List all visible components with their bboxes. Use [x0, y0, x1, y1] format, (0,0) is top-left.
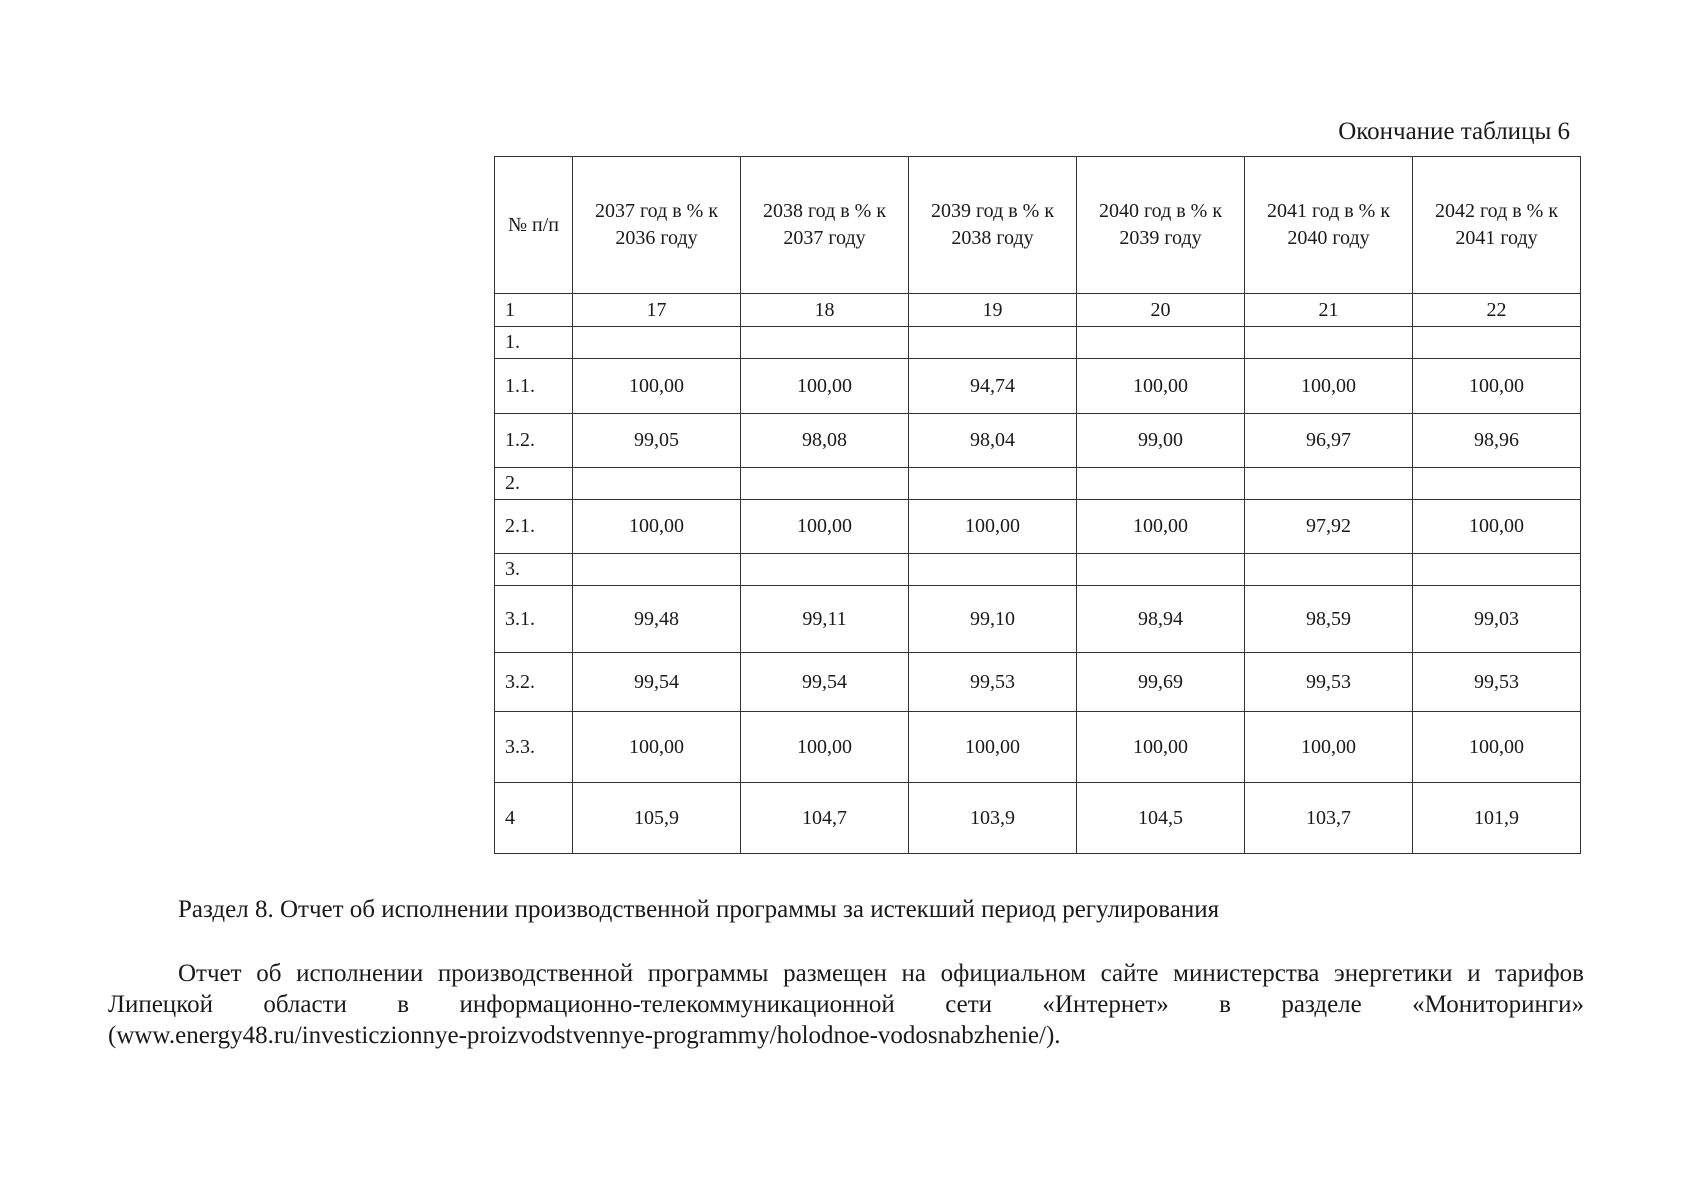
row-number-cell: 1.1. — [495, 359, 573, 414]
value-cell — [909, 327, 1077, 359]
section-heading: Раздел 8. Отчет об исполнении производственной программы за истекший период регулирования — [178, 896, 1220, 923]
index-cell: 21 — [1245, 294, 1413, 327]
index-cell: 22 — [1413, 294, 1581, 327]
row-number-cell: 3.1. — [495, 586, 573, 653]
table-row — [495, 653, 1581, 712]
value-cell — [573, 468, 741, 500]
value-cell: 100,00 — [1245, 712, 1413, 783]
row-number-cell: 1. — [495, 327, 573, 359]
header-cell-number: № п/п — [495, 157, 573, 294]
value-cell: 101,9 — [1413, 783, 1581, 854]
value-cell: 99,48 — [573, 586, 741, 653]
header-cell-2041: 2041 год в % к 2040 году — [1245, 157, 1413, 294]
column-index-row — [495, 294, 1581, 327]
value-cell: 104,7 — [741, 783, 909, 854]
table-row — [495, 500, 1581, 554]
index-cell: 19 — [909, 294, 1077, 327]
value-cell: 99,53 — [1413, 653, 1581, 712]
value-cell: 100,00 — [1077, 500, 1245, 554]
table-row — [495, 586, 1581, 653]
row-number-cell: 2. — [495, 468, 573, 500]
table-row — [495, 414, 1581, 468]
value-cell: 99,00 — [1077, 414, 1245, 468]
value-cell — [1413, 327, 1581, 359]
value-cell: 99,03 — [1413, 586, 1581, 653]
value-cell: 99,54 — [741, 653, 909, 712]
index-cell: 20 — [1077, 294, 1245, 327]
value-cell: 99,05 — [573, 414, 741, 468]
value-cell: 100,00 — [573, 500, 741, 554]
table-row — [495, 359, 1581, 414]
index-cell: 18 — [741, 294, 909, 327]
value-cell: 100,00 — [573, 359, 741, 414]
value-cell: 100,00 — [741, 500, 909, 554]
value-cell — [909, 468, 1077, 500]
row-number-cell: 3. — [495, 554, 573, 586]
value-cell — [1245, 468, 1413, 500]
value-cell: 99,10 — [909, 586, 1077, 653]
table-header-row — [495, 157, 1581, 294]
value-cell: 98,59 — [1245, 586, 1413, 653]
value-cell — [1245, 327, 1413, 359]
value-cell: 100,00 — [741, 712, 909, 783]
value-cell: 99,53 — [1245, 653, 1413, 712]
index-cell: 17 — [573, 294, 741, 327]
value-cell: 97,92 — [1245, 500, 1413, 554]
value-cell: 98,04 — [909, 414, 1077, 468]
value-cell: 100,00 — [741, 359, 909, 414]
value-cell: 98,94 — [1077, 586, 1245, 653]
value-cell: 99,69 — [1077, 653, 1245, 712]
value-cell: 98,96 — [1413, 414, 1581, 468]
header-cell-2042: 2042 год в % к 2041 году — [1413, 157, 1581, 294]
value-cell — [1245, 554, 1413, 586]
row-number-cell: 4 — [495, 783, 573, 854]
value-cell — [1413, 554, 1581, 586]
value-cell — [1077, 554, 1245, 586]
value-cell: 100,00 — [573, 712, 741, 783]
table-row — [495, 712, 1581, 783]
value-cell: 100,00 — [1245, 359, 1413, 414]
value-cell: 103,7 — [1245, 783, 1413, 854]
data-table — [494, 156, 1581, 854]
value-cell: 99,54 — [573, 653, 741, 712]
value-cell: 100,00 — [1077, 359, 1245, 414]
table-row-section-1 — [495, 327, 1581, 359]
value-cell — [573, 554, 741, 586]
value-cell — [573, 327, 741, 359]
value-cell: 96,97 — [1245, 414, 1413, 468]
value-cell — [1413, 468, 1581, 500]
table-caption: Окончание таблицы 6 — [1338, 118, 1570, 145]
value-cell: 105,9 — [573, 783, 741, 854]
header-cell-2040: 2040 год в % к 2039 году — [1077, 157, 1245, 294]
table-row-section-2 — [495, 468, 1581, 500]
value-cell: 100,00 — [1413, 500, 1581, 554]
row-number-cell: 2.1. — [495, 500, 573, 554]
report-paragraph: Отчет об исполнении производственной программы размещен на официальном сайте министерства энергетики и тарифов Липецкой области в информационно-телекоммуникационной сети «Интернет» в разделе «Мониторинги» (www.energy48.ru/investiczionnye-proizvodstvennye-programmy/holodnoe-vodosnabzhenie/). — [108, 960, 1584, 1049]
value-cell: 99,53 — [909, 653, 1077, 712]
row-number-cell: 3.3. — [495, 712, 573, 783]
value-cell — [909, 554, 1077, 586]
value-cell — [1077, 327, 1245, 359]
value-cell: 103,9 — [909, 783, 1077, 854]
value-cell: 100,00 — [1413, 712, 1581, 783]
value-cell: 100,00 — [1413, 359, 1581, 414]
header-cell-2037: 2037 год в % к 2036 году — [573, 157, 741, 294]
value-cell — [741, 327, 909, 359]
value-cell: 100,00 — [1077, 712, 1245, 783]
value-cell — [741, 554, 909, 586]
value-cell: 100,00 — [909, 712, 1077, 783]
header-cell-2038: 2038 год в % к 2037 году — [741, 157, 909, 294]
header-cell-2039: 2039 год в % к 2038 году — [909, 157, 1077, 294]
index-cell: 1 — [495, 294, 573, 327]
table-row — [495, 783, 1581, 854]
value-cell — [1077, 468, 1245, 500]
value-cell: 98,08 — [741, 414, 909, 468]
table-row-section-3 — [495, 554, 1581, 586]
value-cell: 100,00 — [909, 500, 1077, 554]
row-number-cell: 1.2. — [495, 414, 573, 468]
row-number-cell: 3.2. — [495, 653, 573, 712]
value-cell: 99,11 — [741, 586, 909, 653]
value-cell: 104,5 — [1077, 783, 1245, 854]
value-cell: 94,74 — [909, 359, 1077, 414]
value-cell — [741, 468, 909, 500]
